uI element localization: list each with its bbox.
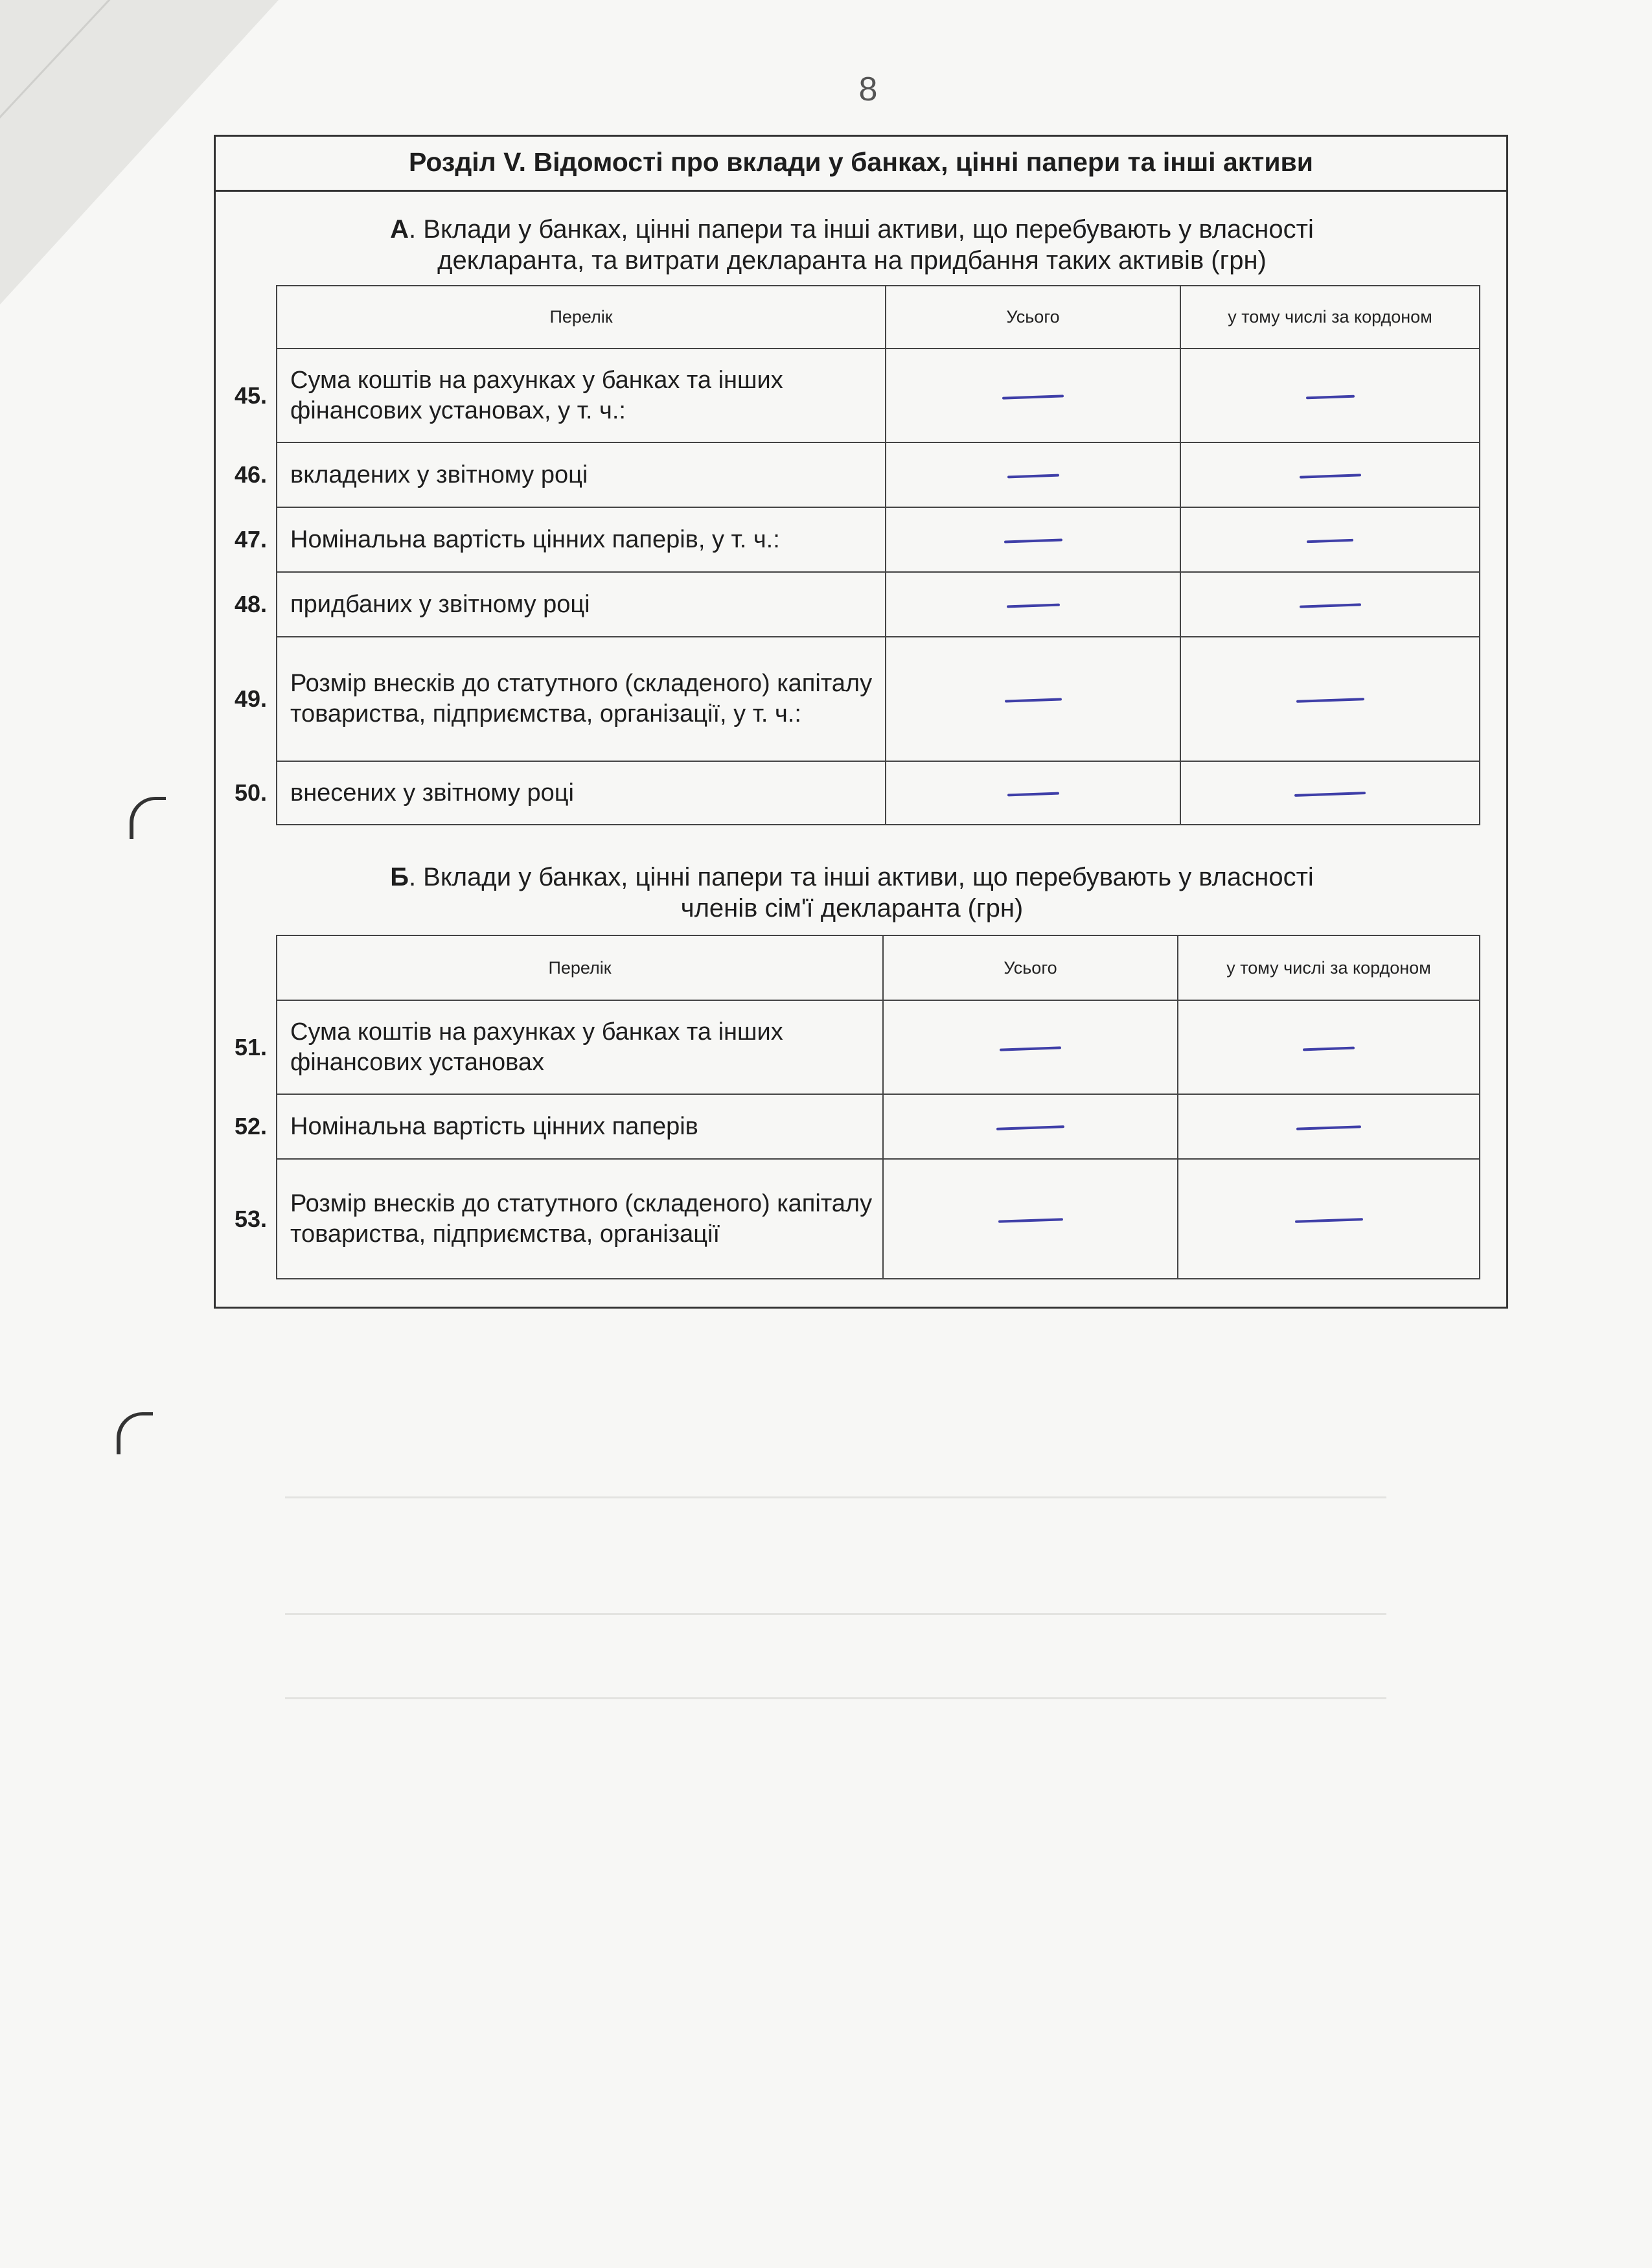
section-title: Розділ V. Відомості про вклади у банках, цінні папери та інші активи [214, 135, 1508, 192]
handwritten-dash [1006, 604, 1059, 608]
handwritten-dash [1296, 1125, 1361, 1130]
bleed-through-line [285, 1613, 1386, 1615]
row-number: 49. [214, 637, 277, 761]
row-abroad [1180, 349, 1480, 442]
handwritten-dash [1004, 698, 1061, 702]
handwritten-dash [1294, 792, 1366, 797]
row-description: Розмір внесків до статутного (складеного) капіталу товариства, підприємства, організації, у т. ч.: [277, 637, 886, 761]
handwritten-dash [998, 1218, 1062, 1222]
part-b-table [214, 935, 1480, 1279]
column-header-list: Перелік [277, 935, 883, 1000]
row-abroad [1178, 1000, 1480, 1094]
part-b-letter: Б [390, 863, 409, 891]
row-abroad [1180, 507, 1480, 572]
row-total [886, 507, 1180, 572]
row-abroad [1180, 572, 1480, 637]
table-header-row [214, 286, 1480, 349]
table-row [214, 349, 1480, 442]
handwritten-dash [1299, 474, 1360, 478]
handwritten-dash [1305, 395, 1354, 399]
row-description: внесених у звітному році [277, 761, 886, 825]
part-b-heading [272, 862, 1432, 924]
punch-hole-top [130, 797, 166, 839]
punch-hole-bottom [117, 1412, 153, 1454]
handwritten-dash [1296, 698, 1364, 703]
handwritten-dash [996, 1125, 1064, 1130]
row-total [883, 1000, 1178, 1094]
row-number: 51. [214, 1000, 277, 1094]
part-b-heading-line1: . Вклади у банках, цінні папери та інші активи, що перебувають у власності [408, 863, 1314, 891]
row-number: 48. [214, 572, 277, 637]
part-a-heading-line1: . Вклади у банках, цінні папери та інші активи, що перебувають у власності [409, 215, 1314, 244]
part-a-table [214, 285, 1480, 825]
part-a-letter: А [390, 215, 409, 244]
column-header-list: Перелік [277, 286, 886, 349]
bleed-through-line [285, 1496, 1386, 1498]
table-row [214, 637, 1480, 761]
table-row [214, 1094, 1480, 1159]
handwritten-dash [1007, 792, 1059, 797]
row-total [883, 1094, 1178, 1159]
page-number: 8 [858, 71, 878, 108]
row-abroad [1180, 637, 1480, 761]
table-row [214, 507, 1480, 572]
part-b-heading-line2: членів сім'ї декларанта (грн) [680, 894, 1024, 922]
row-total [886, 572, 1180, 637]
row-description: Сума коштів на рахунках у банках та інших фінансових установах, у т. ч.: [277, 349, 886, 442]
row-description: Номінальна вартість цінних паперів [277, 1094, 883, 1159]
row-number: 50. [214, 761, 277, 825]
table-header-row [214, 935, 1480, 1000]
handwritten-dash [1294, 1218, 1362, 1223]
row-number: 45. [214, 349, 277, 442]
handwritten-dash [1000, 1046, 1061, 1051]
row-number: 52. [214, 1094, 277, 1159]
column-header-abroad: у тому числі за кордоном [1180, 286, 1480, 349]
table-row [214, 1159, 1480, 1279]
row-number: 47. [214, 507, 277, 572]
row-description: Розмір внесків до статутного (складеного) капіталу товариства, підприємства, організації [277, 1159, 883, 1279]
row-total [886, 761, 1180, 825]
column-header-abroad: у тому числі за кордоном [1178, 935, 1480, 1000]
row-abroad [1178, 1159, 1480, 1279]
handwritten-dash [1007, 474, 1059, 479]
row-abroad [1180, 442, 1480, 507]
part-a-heading [272, 214, 1432, 276]
row-description: придбаних у звітному році [277, 572, 886, 637]
row-description: Сума коштів на рахунках у банках та інших фінансових установах [277, 1000, 883, 1094]
row-number: 53. [214, 1159, 277, 1279]
row-total [886, 442, 1180, 507]
handwritten-dash [1299, 603, 1360, 608]
handwritten-dash [1004, 538, 1062, 543]
handwritten-dash [1002, 395, 1064, 399]
handwritten-dash [1307, 539, 1353, 544]
bleed-through-line [285, 1697, 1386, 1699]
column-header-total: Усього [883, 935, 1178, 1000]
row-total [883, 1159, 1178, 1279]
table-row [214, 761, 1480, 825]
handwritten-dash [1303, 1046, 1355, 1051]
row-number: 46. [214, 442, 277, 507]
row-abroad [1178, 1094, 1480, 1159]
row-abroad [1180, 761, 1480, 825]
row-total [886, 637, 1180, 761]
table-row [214, 442, 1480, 507]
row-total [886, 349, 1180, 442]
column-header-total: Усього [886, 286, 1180, 349]
part-a-heading-line2: декларанта, та витрати декларанта на придбання таких активів (грн) [437, 246, 1267, 275]
row-description: Номінальна вартість цінних паперів, у т. ч.: [277, 507, 886, 572]
row-description: вкладених у звітному році [277, 442, 886, 507]
table-row [214, 1000, 1480, 1094]
table-row [214, 572, 1480, 637]
